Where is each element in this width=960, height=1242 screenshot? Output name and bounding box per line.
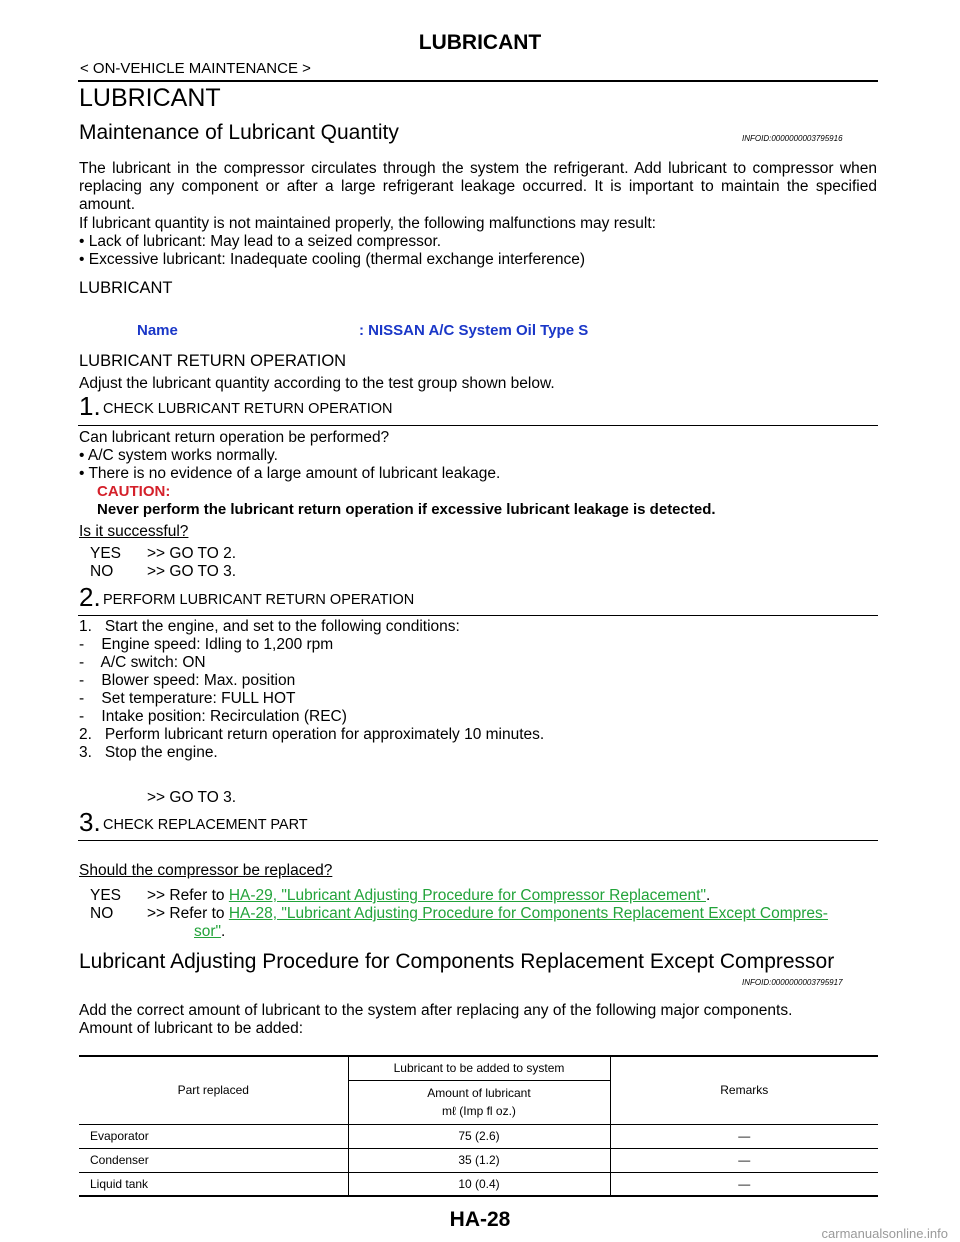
header-lubricant-group: Lubricant to be added to system	[348, 1056, 610, 1080]
step2-line-6: - Intake position: Recirculation (REC)	[79, 708, 347, 725]
cell-part: Condenser	[79, 1148, 348, 1172]
step2-line-8: 3. Stop the engine.	[79, 744, 218, 761]
step1-no-text: >> GO TO 3.	[147, 563, 237, 580]
maintenance-para1: The lubricant in the compressor circulates through the system the refrigerant. Add lubricant to compressor when replacing any component or after a large refrigerant leakage occurred. It is important to maintain the specified amount.	[79, 160, 877, 213]
return-op-intro: Adjust the lubricant quantity according to the test group shown below.	[79, 375, 555, 392]
cell-remarks: —	[738, 1153, 751, 1167]
step2-line-7: 2. Perform lubricant return operation for approximately 10 minutes.	[79, 726, 545, 743]
watermark: carmanualsonline.info	[821, 1226, 948, 1241]
maintenance-bullet-2: • Excessive lubricant: Inadequate cooling (thermal exchange interference)	[79, 251, 586, 268]
cell-part: Evaporator	[79, 1124, 348, 1148]
adjusting-para2: Amount of lubricant to be added:	[79, 1020, 304, 1037]
cell-remarks: —	[738, 1176, 751, 1191]
maintenance-infoid: INFOID:0000000003795916	[742, 134, 843, 143]
step1-bullet-1: • A/C system works normally.	[79, 447, 278, 464]
step2-rule	[78, 615, 878, 616]
step1-check: Is it successful?	[79, 523, 189, 540]
cell-part: Liquid tank	[79, 1172, 348, 1196]
link-components-replacement-cont[interactable]: sor"	[194, 923, 222, 940]
step3-yes-prefix: >> Refer to	[147, 887, 229, 904]
step3-number: 3.	[79, 807, 101, 837]
table-row	[79, 1148, 878, 1172]
step1-yes-text: >> GO TO 2.	[147, 545, 237, 562]
step1-yes-label: YES	[90, 545, 122, 562]
step2-goto: >> GO TO 3.	[147, 789, 237, 806]
adjusting-heading: Lubricant Adjusting Procedure for Components Replacement Except Compressor	[79, 950, 835, 973]
running-title: LUBRICANT	[418, 31, 542, 54]
step3-yes-line	[147, 887, 710, 905]
step1-bullet-2: • There is no evidence of a large amount of lubricant leakage.	[79, 465, 501, 482]
lubricant-amount-table	[79, 1055, 878, 1197]
section-breadcrumb: < ON-VEHICLE MAINTENANCE >	[80, 60, 311, 77]
step2-line-2: - Engine speed: Idling to 1,200 rpm	[79, 636, 334, 653]
step1-caution-text: Never perform the lubricant return operation if excessive lubricant leakage is detected.	[97, 501, 716, 518]
header-rule	[78, 80, 878, 82]
lubricant-name-value: : NISSAN A/C System Oil Type S	[359, 322, 589, 339]
header-amount-line1: Amount of lubricant	[427, 1086, 531, 1100]
table-row	[79, 1124, 878, 1148]
step3-rule	[78, 840, 878, 841]
step3-no-label: NO	[90, 905, 114, 922]
step3-no-suffix: .	[221, 923, 226, 940]
step2-title: PERFORM LUBRICANT RETURN OPERATION	[103, 592, 415, 608]
return-op-subheading: LUBRICANT RETURN OPERATION	[79, 352, 347, 370]
link-components-replacement[interactable]: HA-28, "Lubricant Adjusting Procedure for Components Replacement Except Compres-	[228, 905, 828, 922]
maintenance-bullet-1: • Lack of lubricant: May lead to a seized compressor.	[79, 233, 442, 250]
step3-title: CHECK REPLACEMENT PART	[103, 817, 308, 833]
step1-number: 1.	[79, 391, 101, 421]
lubricant-name-label: Name	[137, 322, 178, 339]
step2-line-4: - Blower speed: Max. position	[79, 672, 296, 689]
adjusting-para1: Add the correct amount of lubricant to the system after replacing any of the following major components.	[79, 1002, 793, 1019]
step3-yes-label: YES	[90, 887, 122, 904]
step3-check: Should the compressor be replaced?	[79, 862, 333, 879]
step3-no-line-2	[194, 923, 225, 941]
page-title: LUBRICANT	[79, 84, 221, 112]
header-part-replaced: Part replaced	[79, 1056, 348, 1124]
step1-caution-label: CAUTION:	[97, 483, 171, 500]
step3-no-line	[147, 905, 828, 923]
step1-rule	[78, 425, 878, 426]
maintenance-heading: Maintenance of Lubricant Quantity	[79, 121, 399, 144]
header-amount	[348, 1080, 610, 1124]
table-row	[79, 1172, 878, 1196]
maintenance-para2: If lubricant quantity is not maintained properly, the following malfunctions may result:	[79, 215, 656, 232]
step2-number: 2.	[79, 582, 101, 612]
link-compressor-replacement[interactable]: HA-29, "Lubricant Adjusting Procedure for Compressor Replacement"	[228, 887, 706, 904]
step2-line-3: - A/C switch: ON	[79, 654, 206, 671]
lubricant-subheading: LUBRICANT	[79, 279, 173, 297]
step2-line-5: - Set temperature: FULL HOT	[79, 690, 296, 707]
step1-title: CHECK LUBRICANT RETURN OPERATION	[103, 401, 393, 417]
step2-line-1: 1. Start the engine, and set to the following conditions:	[79, 618, 460, 635]
step1-no-label: NO	[90, 563, 114, 580]
cell-amount: 35 (1.2)	[348, 1148, 610, 1172]
step3-no-prefix: >> Refer to	[147, 905, 229, 922]
adjusting-infoid: INFOID:0000000003795917	[742, 978, 843, 987]
page-number: HA-28	[449, 1208, 511, 1231]
header-remarks: Remarks	[720, 1083, 769, 1098]
cell-amount: 10 (0.4)	[348, 1172, 610, 1196]
cell-amount: 75 (2.6)	[348, 1124, 610, 1148]
step3-yes-suffix: .	[705, 887, 711, 904]
cell-remarks: —	[738, 1129, 751, 1143]
header-amount-unit: mℓ (Imp fl oz.)	[442, 1104, 516, 1118]
step1-question: Can lubricant return operation be performed?	[79, 429, 390, 446]
